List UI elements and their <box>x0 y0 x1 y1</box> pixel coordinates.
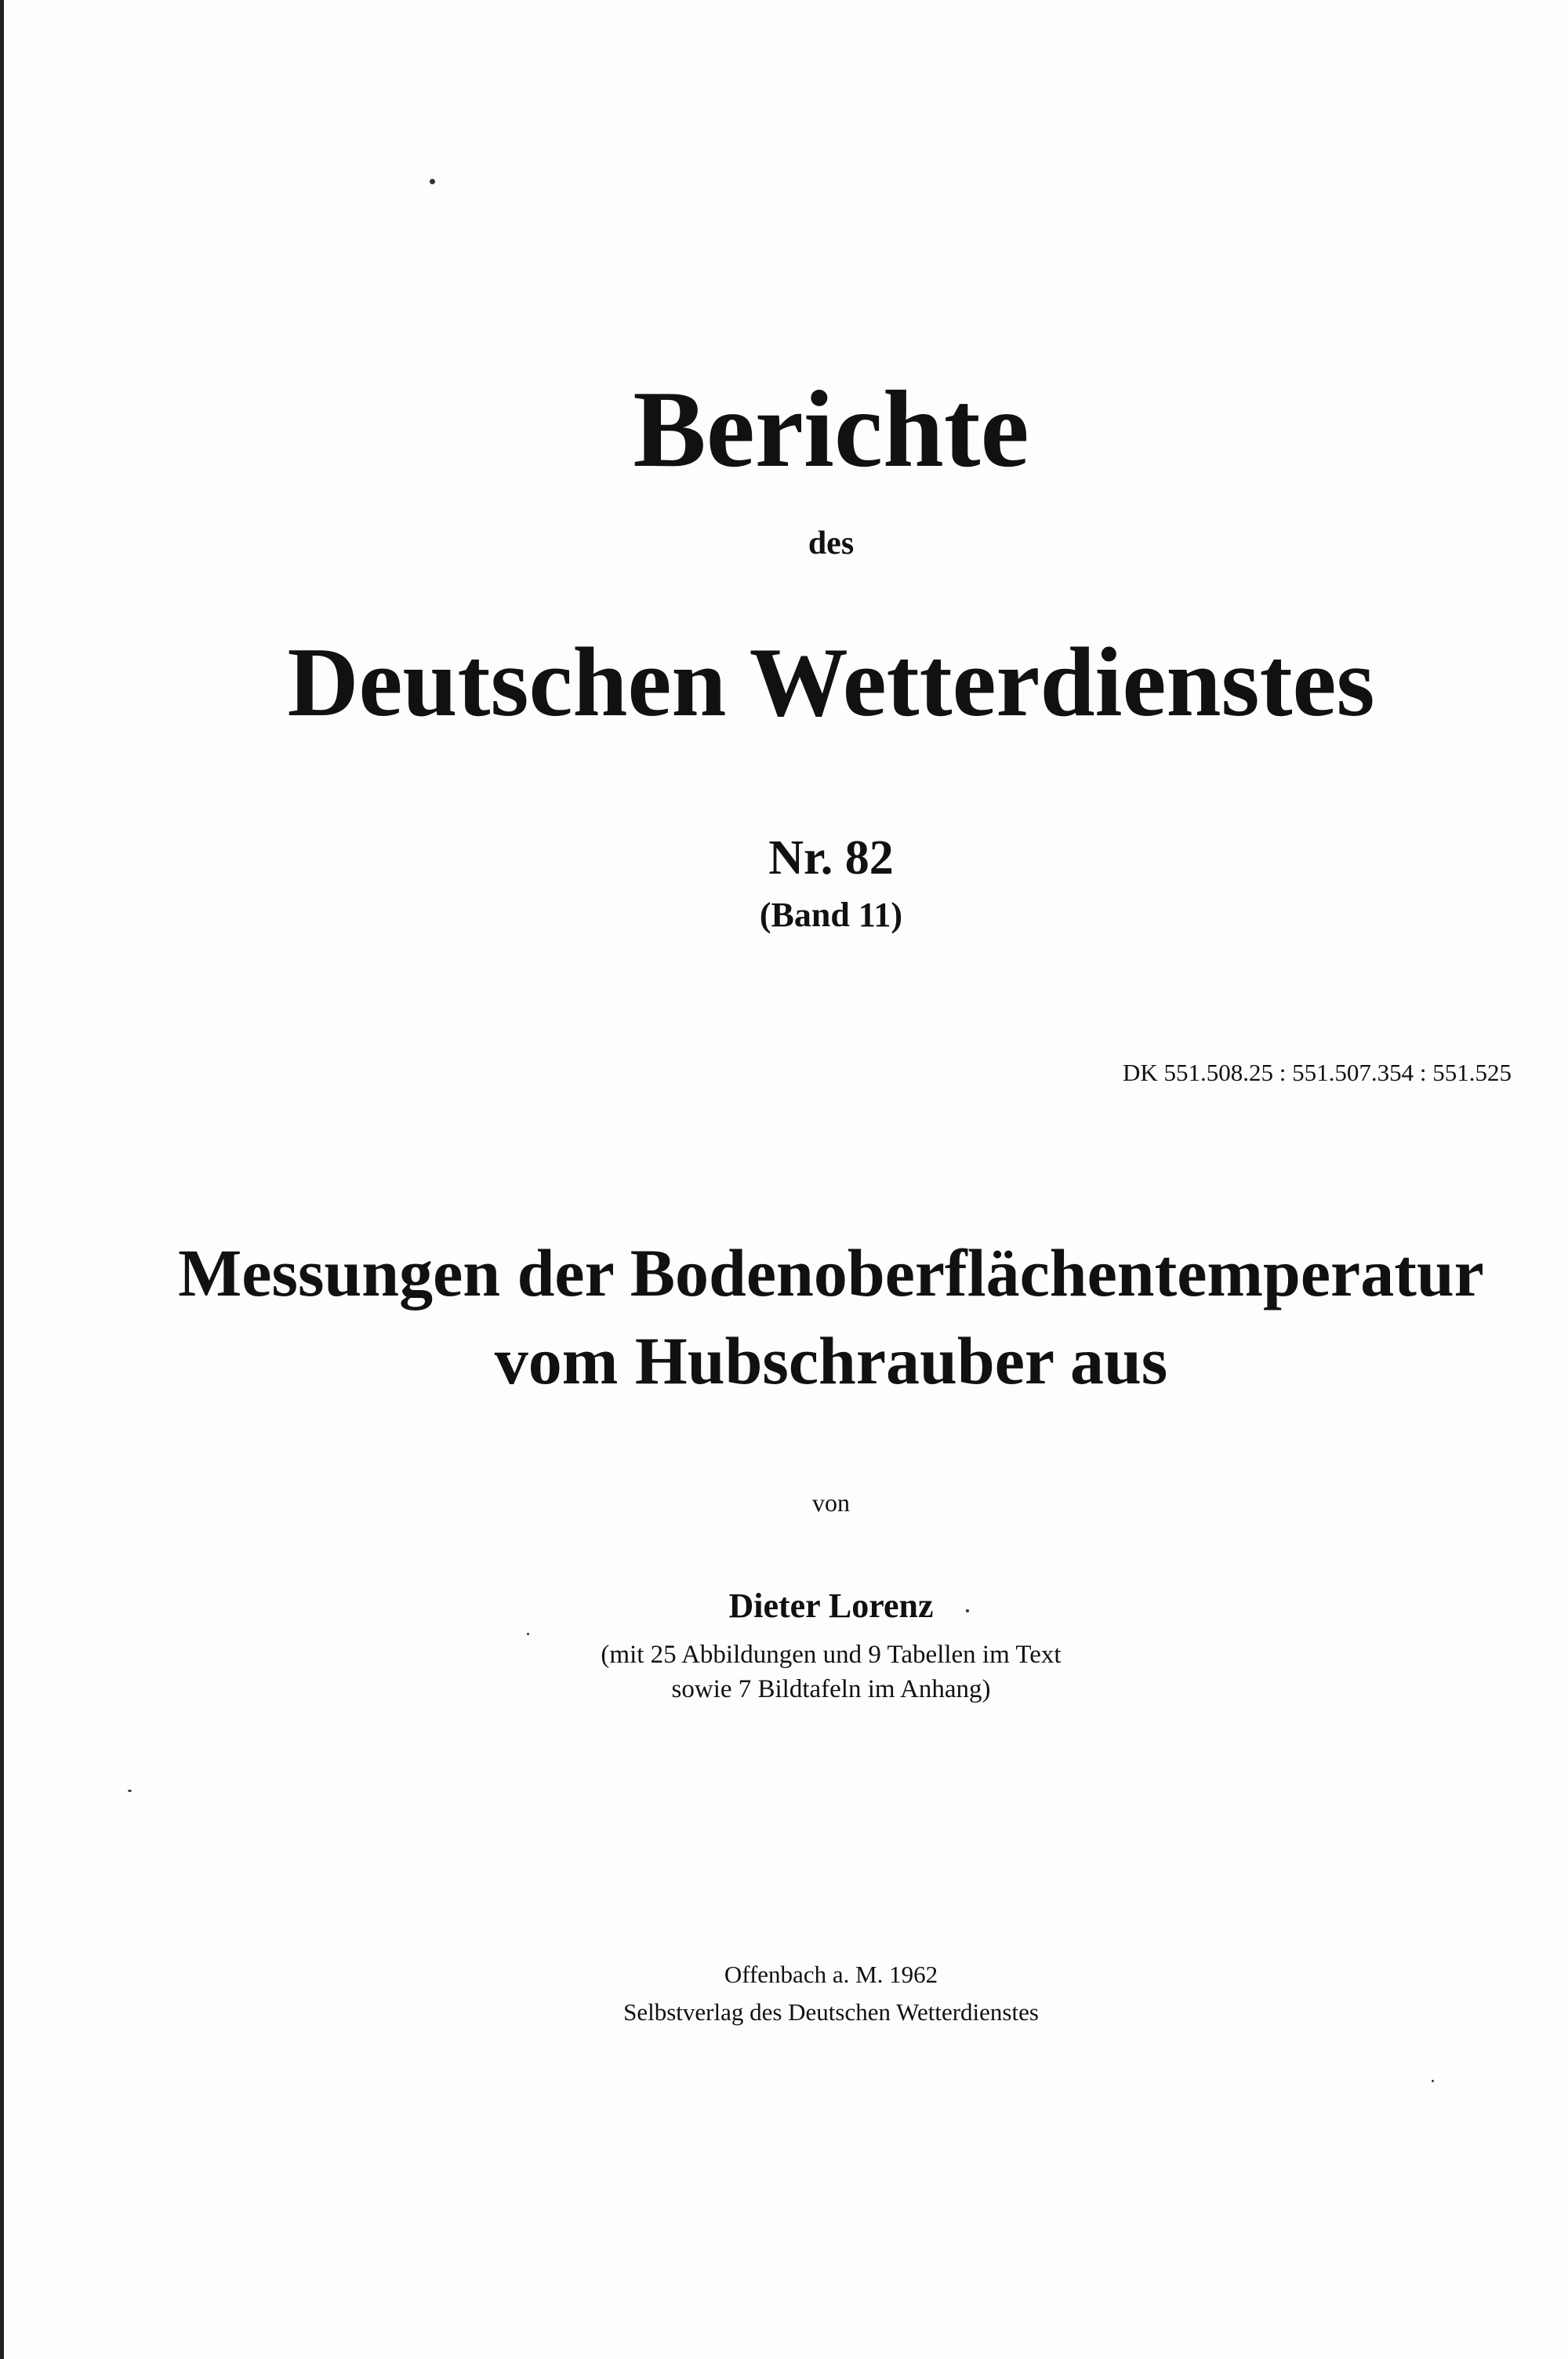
series-connector: des <box>808 525 855 562</box>
author-name: Dieter Lorenz <box>728 1587 934 1625</box>
scan-speck <box>966 1609 969 1612</box>
series-title: Berichte <box>633 369 1029 490</box>
scan-speck <box>1432 2080 1434 2082</box>
series-number: Nr. 82 <box>768 831 894 885</box>
contents-note-line-1: (mit 25 Abbildungen und 9 Tabellen im Text <box>601 1641 1062 1669</box>
scan-speck <box>430 179 435 184</box>
imprint-place-year: Offenbach a. M. 1962 <box>724 1961 938 1988</box>
work-title-line-2: vom Hubschrauber aus <box>494 1323 1168 1398</box>
scan-speck <box>527 1633 529 1635</box>
page-edge <box>0 0 4 2359</box>
imprint-publisher: Selbstverlag des Deutschen Wetterdienstes <box>623 1998 1039 2026</box>
series-organization: Deutschen Wetterdienstes <box>287 628 1375 737</box>
by-label: von <box>812 1488 850 1517</box>
contents-note-line-2: sowie 7 Bildtafeln im Anhang) <box>671 1675 991 1703</box>
work-title-line-1: Messungen der Bodenoberflächentemperatur <box>178 1235 1484 1310</box>
classification-code: DK 551.508.25 : 551.507.354 : 551.525 <box>1123 1059 1512 1086</box>
scan-speck <box>128 1790 132 1792</box>
series-volume: (Band 11) <box>759 896 903 934</box>
